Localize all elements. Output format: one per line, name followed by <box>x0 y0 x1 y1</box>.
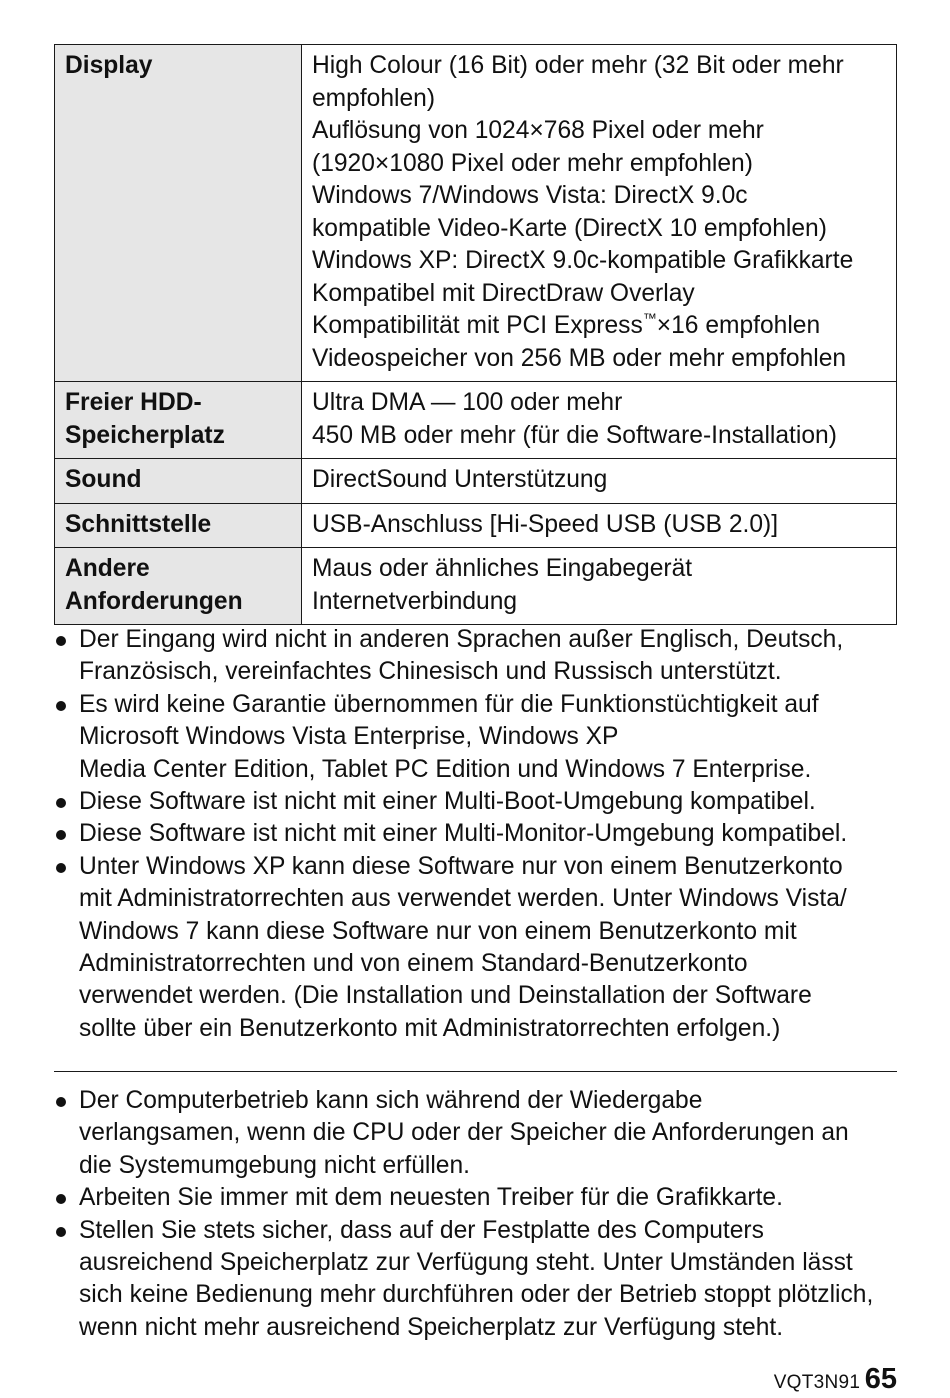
row-value-line: Videospeicher von 256 MB oder mehr empfohlen <box>312 344 847 372</box>
note-line: Stellen Sie stets sicher, dass auf der Festplatte des Computers <box>79 1216 764 1244</box>
note-line: verwendet werden. (Die Installation und Deinstallation der Software <box>79 982 812 1010</box>
row-label <box>55 382 302 459</box>
row-value-line <box>312 310 888 343</box>
row-label <box>55 45 302 382</box>
note-line: Arbeiten Sie immer mit dem neuesten Treiber für die Grafikkarte. <box>79 1184 783 1212</box>
note-line: die Systemumgebung nicht erfüllen. <box>79 1151 470 1179</box>
trademark-mark: ™ <box>642 310 657 326</box>
row-value <box>302 459 897 504</box>
table-row <box>55 503 897 548</box>
document-code: VQT3N91 <box>773 1372 861 1393</box>
note-line: Windows 7 kann diese Software nur von einem Benutzerkonto mit <box>79 917 797 945</box>
note-line: Es wird keine Garantie übernommen für die Funktionstüchtigkeit auf <box>79 690 819 718</box>
row-value-line: Windows 7/Windows Vista: DirectX 9.0c <box>312 182 748 209</box>
note-line: Der Eingang wird nicht in anderen Sprachen außer Englisch, Deutsch, <box>79 626 844 653</box>
row-label-line: Sound <box>65 466 142 493</box>
row-value-line: High Colour (16 Bit) oder mehr (32 Bit oder mehr <box>312 52 844 79</box>
table-row <box>55 548 897 625</box>
note-line: Diese Software ist nicht mit einer Multi-Boot-Umgebung kompatibel. <box>79 788 816 816</box>
note-line: sich keine Bedienung mehr durchführen oder der Betrieb stoppt plötzlich, <box>79 1281 874 1309</box>
system-requirements-table <box>54 44 897 625</box>
note-line: Media Center Edition, Tablet PC Edition und Windows 7 Enterprise. <box>79 755 812 783</box>
row-value-line: 450 MB oder mehr (für die Software-Installation) <box>312 421 837 449</box>
note-item <box>54 786 904 818</box>
row-value <box>302 503 897 548</box>
row-label-line: Speicherplatz <box>65 421 225 449</box>
note-line: Microsoft Windows Vista Enterprise, Windows XP <box>79 723 619 751</box>
row-value-line: kompatible Video-Karte (DirectX 10 empfohlen) <box>312 214 827 242</box>
row-value-line: Kompatibel mit DirectDraw Overlay <box>312 279 695 307</box>
notes-list-performance <box>54 1085 904 1344</box>
note-line: wenn nicht mehr ausreichend Speicherplatz zur Verfügung steht. <box>79 1313 784 1341</box>
row-label-line: Andere <box>65 555 150 582</box>
note-line: Administratorrechten und von einem Standard-Benutzerkonto <box>79 950 748 978</box>
note-item <box>54 689 904 786</box>
note-line: sollte über ein Benutzerkonto mit Administratorrechten erfolgen.) <box>79 1014 781 1042</box>
note-line: Unter Windows XP kann diese Software nur von einem Benutzerkonto <box>79 852 843 880</box>
row-label-line: Schnittstelle <box>65 510 212 538</box>
row-value <box>302 45 897 382</box>
notes-list-requirements <box>54 624 904 1045</box>
row-value-line: (1920×1080 Pixel oder mehr empfohlen) <box>312 149 753 177</box>
row-label-line: Display <box>65 52 153 79</box>
value-text: Kompatibilität mit PCI Express <box>312 312 643 339</box>
note-line: mit Administratorrechten aus verwendet werden. Unter Windows Vista/ <box>79 885 847 913</box>
row-value-line: USB-Anschluss [Hi-Speed USB (USB 2.0)] <box>312 510 779 538</box>
table-row <box>55 459 897 504</box>
note-item <box>54 1085 904 1182</box>
page-footer <box>774 1363 897 1396</box>
note-line: Französisch, vereinfachtes Chinesisch und Russisch unterstützt. <box>79 658 782 686</box>
row-value-line: DirectSound Unterstützung <box>312 466 608 493</box>
section-divider <box>54 1071 897 1072</box>
note-item <box>54 624 904 689</box>
table-row <box>55 45 897 382</box>
note-item <box>54 851 904 1045</box>
page-number: 65 <box>864 1363 897 1395</box>
note-item <box>54 1182 904 1214</box>
row-value-line: Ultra DMA — 100 oder mehr <box>312 389 623 416</box>
row-label <box>55 459 302 504</box>
row-value <box>302 548 897 625</box>
row-value-line: Auflösung von 1024×768 Pixel oder mehr <box>312 117 764 144</box>
note-item <box>54 818 904 850</box>
value-text-suffix: ×16 empfohlen <box>656 312 821 339</box>
note-item <box>54 1215 904 1345</box>
note-line: Diese Software ist nicht mit einer Multi-Monitor-Umgebung kompatibel. <box>79 820 848 848</box>
row-value-line: Maus oder ähnliches Eingabegerät <box>312 555 693 582</box>
note-line: Der Computerbetrieb kann sich während der Wiedergabe <box>79 1087 703 1114</box>
row-value-line: Windows XP: DirectX 9.0c-kompatible Grafikkarte <box>312 247 854 274</box>
row-label <box>55 503 302 548</box>
note-line: ausreichend Speicherplatz zur Verfügung steht. Unter Umständen lässt <box>79 1249 853 1277</box>
table-row <box>55 382 897 459</box>
row-value <box>302 382 897 459</box>
row-value-line: empfohlen) <box>312 84 436 112</box>
row-value-line: Internetverbindung <box>312 587 518 615</box>
note-line: verlangsamen, wenn die CPU oder der Speicher die Anforderungen an <box>79 1119 849 1147</box>
row-label-line: Freier HDD- <box>65 389 202 416</box>
row-label <box>55 548 302 625</box>
row-label-line: Anforderungen <box>65 587 243 615</box>
